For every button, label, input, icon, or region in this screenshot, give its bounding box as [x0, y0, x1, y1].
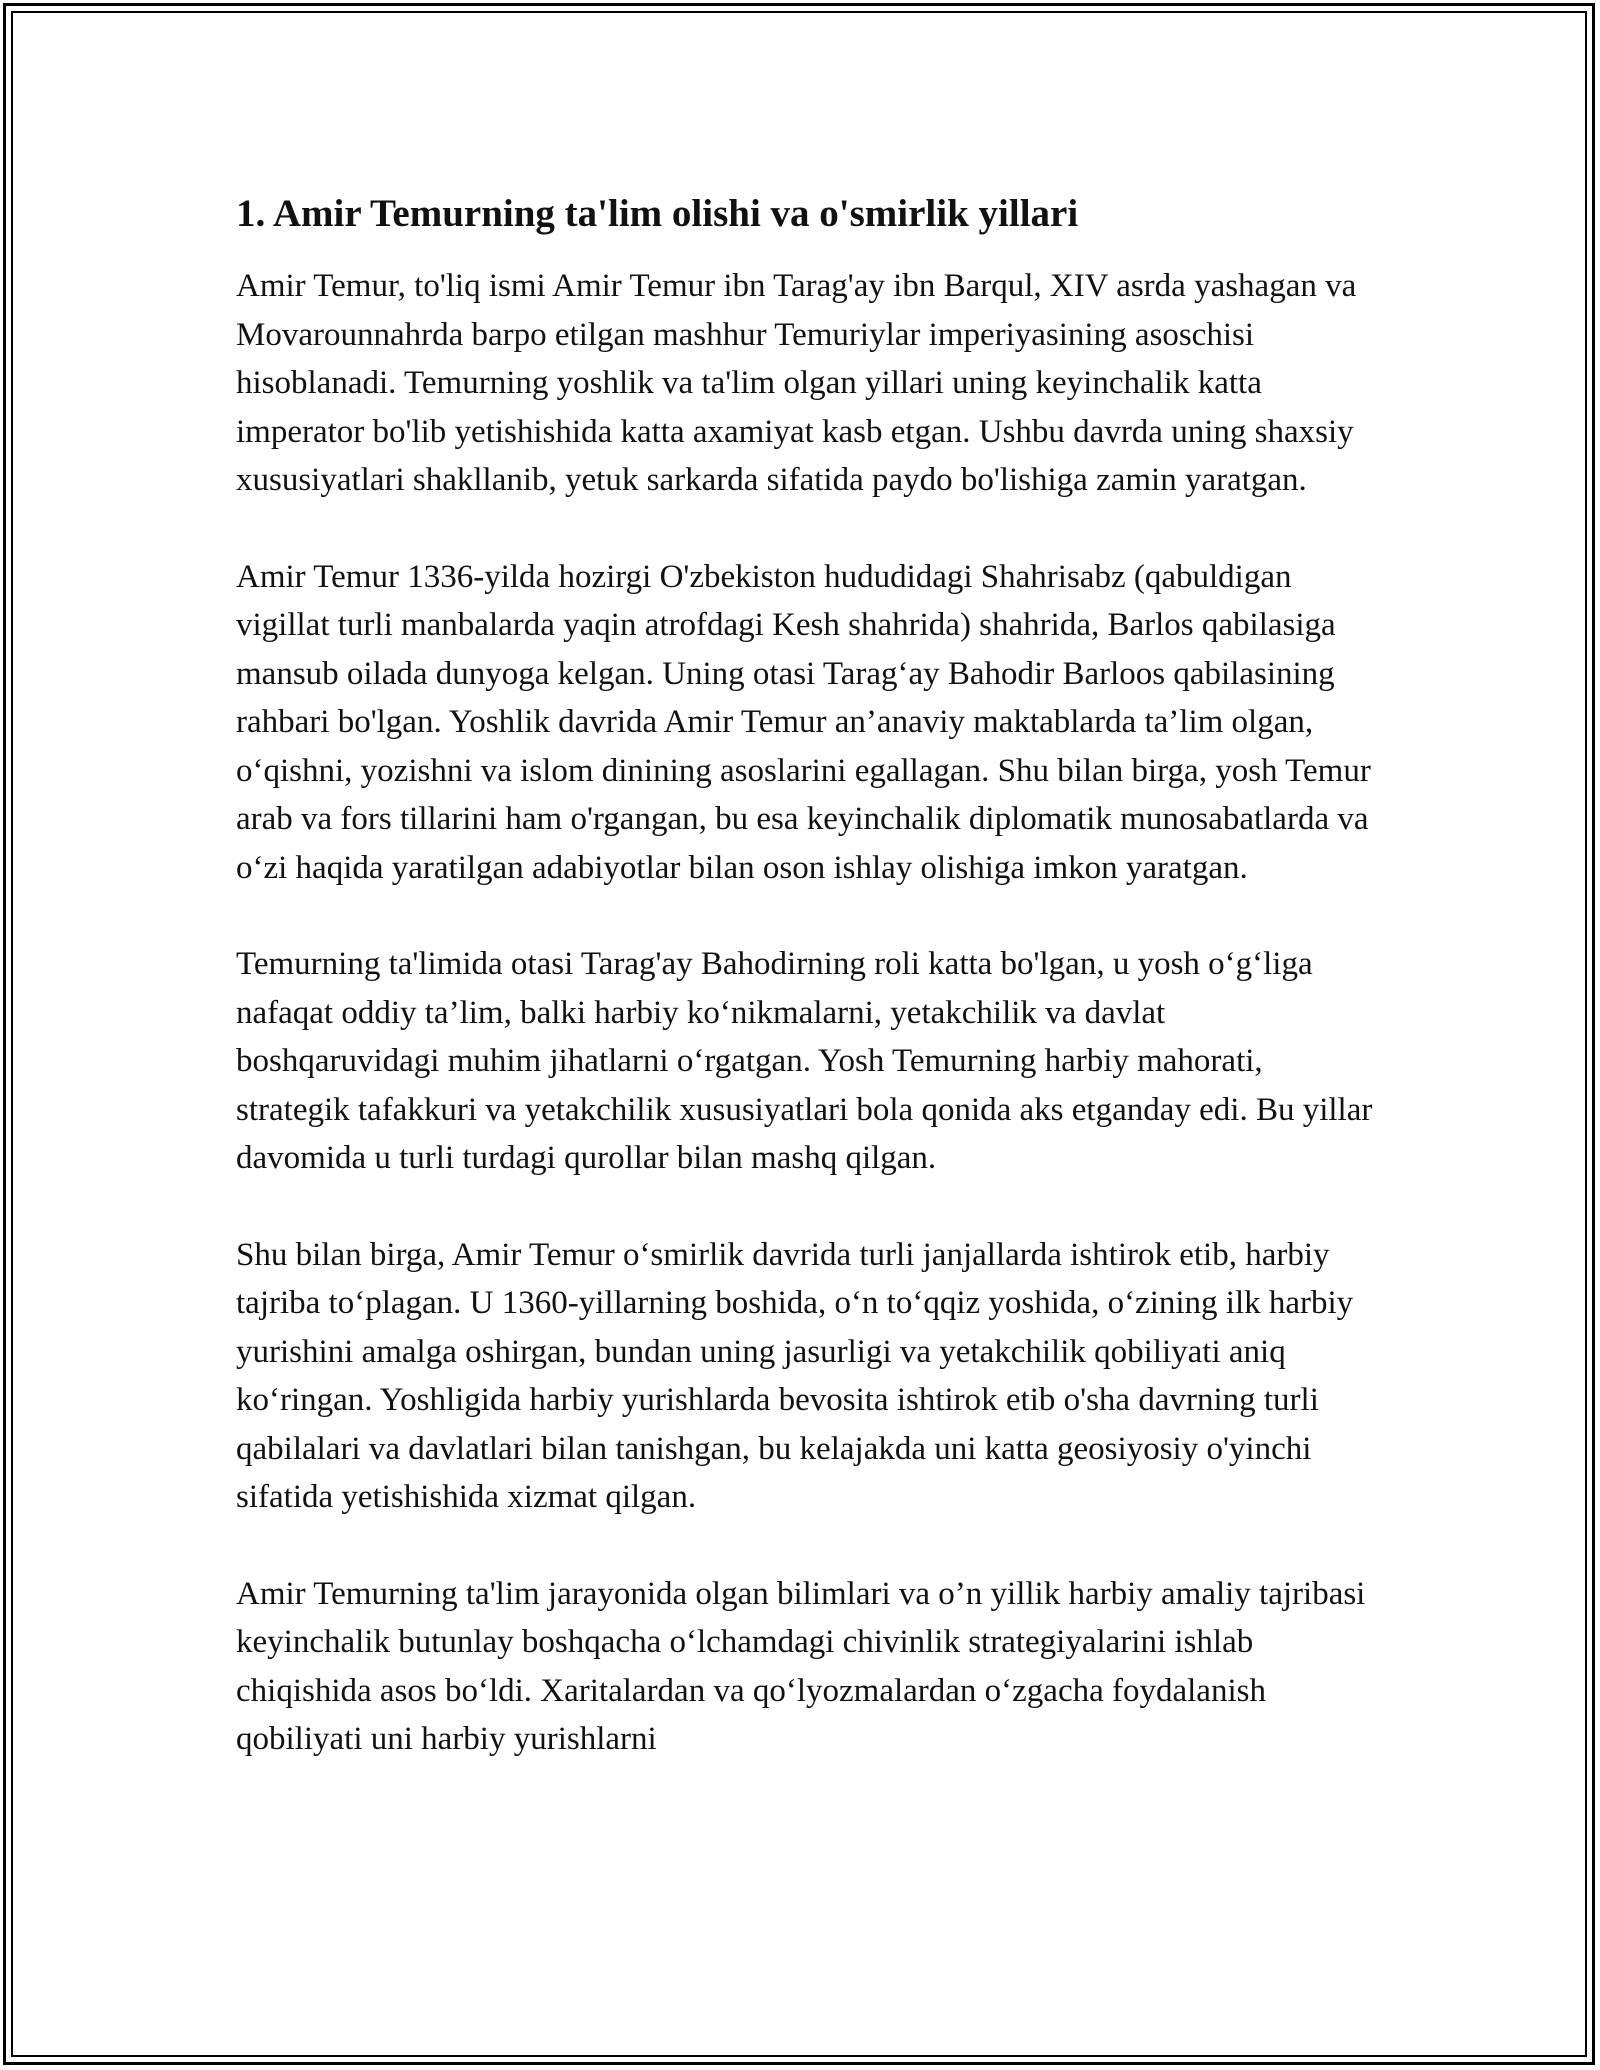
- paragraph-1: Amir Temur, to'liq ismi Amir Temur ibn Tarag'ay ibn Barqul, XIV asrda yashagan va Movarounnahrda barpo etilgan mashhur Temuriylar imperiyasining asoschisi hisoblanadi. Temurning yoshlik va ta'lim olgan yillari uning keyinchalik katta imperator bo'lib yetishishida katta axamiyat kasb etgan. Ushbu davrda uning shaxsiy xususiyatlari shakllanib, yetuk sarkarda sifatida paydo bo'lishiga zamin yaratgan.: [236, 268, 1357, 498]
- paragraph-5: Amir Temurning ta'lim jarayonida olgan bilimlari va o’n yillik harbiy amaliy tajribasi keyinchalik butunlay boshqacha o‘lchamdagi chivinlik strategiyalarini ishlab chiqishida asos bo‘ldi. Xaritalardan va qo‘lyozmalardan o‘zgacha foydalanish qobiliyati uni harbiy yurishlarni: [236, 1575, 1366, 1757]
- paragraph-3: Temurning ta'limida otasi Tarag'ay Bahodirning roli katta bo'lgan, u yosh o‘g‘liga nafaqat oddiy ta’lim, balki harbiy ko‘nikmalarni, yetakchilik va davlat boshqaruvidagi muhim jihatlarni o‘rgatgan. Yosh Temurning harbiy mahorati, strategik tafakkuri va yetakchilik xususiyatlari bola qonida aks etganday edi. Bu yillar davomida u turli turdagi qurollar bilan mashq qilgan.: [236, 946, 1373, 1176]
- document-body: [236, 186, 1376, 1812]
- section-heading: 1. Amir Temurning ta'lim olishi va o'smirlik yillari: [236, 192, 1079, 235]
- paragraph-4: Shu bilan birga, Amir Temur o‘smirlik davrida turli janjallarda ishtirok etib, harbiy tajriba to‘plagan. U 1360-yillarning boshida, o‘n to‘qqiz yoshida, o‘zining ilk harbiy yurishini amalga oshirgan, bundan uning jasurligi va yetakchilik qobiliyati aniq ko‘ringan. Yoshligida harbiy yurishlarda bevosita ishtirok etib o'sha davrning turli qabilalari va davlatlari bilan tanishgan, bu kelajakda uni katta geosiyosiy o'yinchi sifatida yetishishida xizmat qilgan.: [236, 1236, 1354, 1515]
- paragraph-2: Amir Temur 1336-yilda hozirgi O'zbekiston hududidagi Shahrisabz (qabuldigan vigillat turli manbalarda yaqin atrofdagi Kesh shahrida) shahrida, Barlos qabilasiga mansub oilada dunyoga kelgan. Uning otasi Tarag‘ay Bahodir Barloos qabilasining rahbari bo'lgan. Yoshlik davrida Amir Temur an’anaviy maktablarda ta’lim olgan, o‘qishni, yozishni va islom dinining asoslarini egallagan. Shu bilan birga, yosh Temur arab va fors tillarini ham o'rgangan, bu esa keyinchalik diplomatik munosabatlarda va o‘zi haqida yaratilgan adabiyotlar bilan oson ishlay olishiga imkon yaratgan.: [236, 558, 1371, 886]
